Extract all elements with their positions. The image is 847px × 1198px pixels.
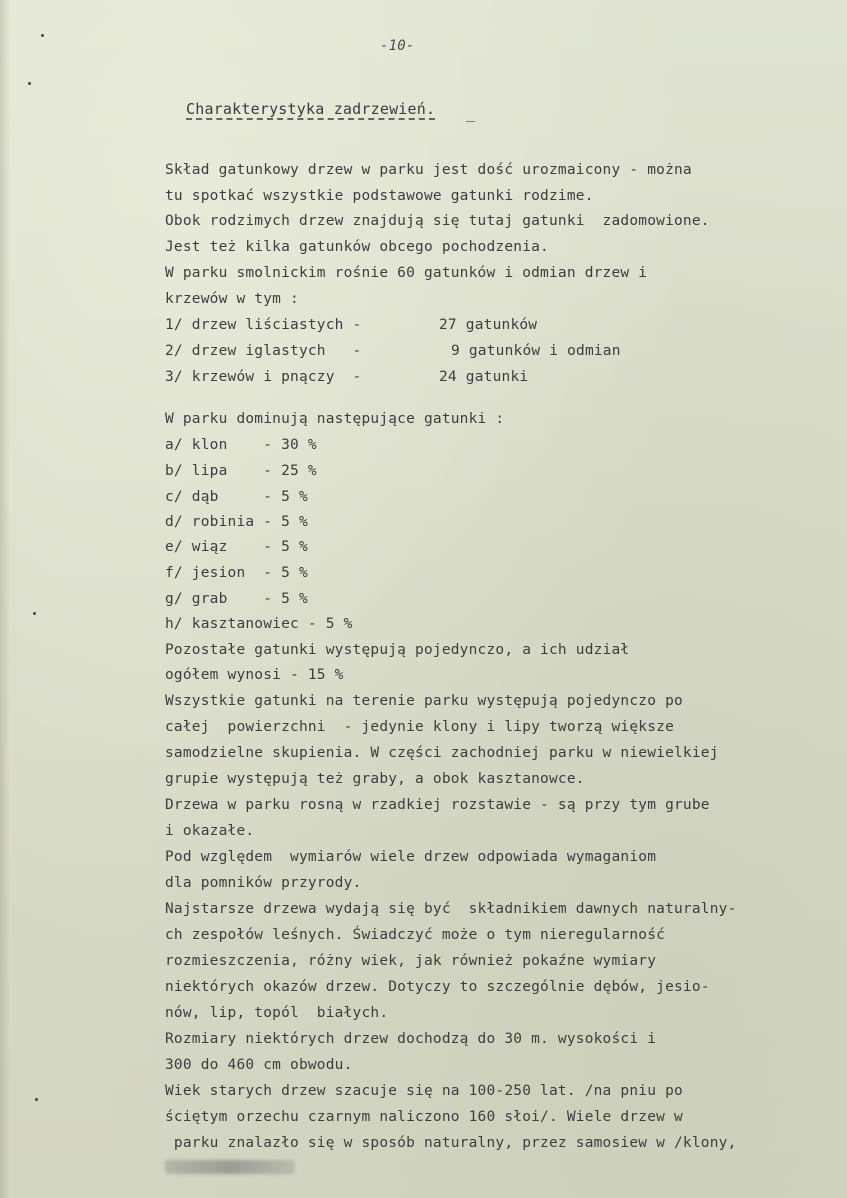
text-line: Wszystkie gatunki na terenie parku występują pojedynczo po xyxy=(165,693,683,709)
text-line: ściętym orzechu czarnym naliczono 160 słoi/. Wiele drzew w xyxy=(165,1109,683,1125)
category-count: 27 gatunków xyxy=(439,317,538,333)
title-trailing-dash: _ xyxy=(466,104,476,122)
text-line: samodzielne skupienia. W części zachodniej parku w niewielkiej xyxy=(165,745,719,761)
text-line: Obok rodzimych drzew znajdują się tutaj gatunki zadomowione. xyxy=(165,213,710,229)
text-line: tu spotkać wszystkie podstawowe gatunki rodzime. xyxy=(165,188,594,204)
text-line: Najstarsze drzewa wydają się być składnikiem dawnych naturalny- xyxy=(165,901,737,917)
text-line: Jest też kilka gatunków obcego pochodzenia. xyxy=(165,239,549,255)
text-line: ogółem wynosi - 15 % xyxy=(165,667,344,683)
text-line: nów, lip, topól białych. xyxy=(165,1005,389,1021)
species-item: f/ jesion - 5 % xyxy=(165,565,308,581)
margin-dot xyxy=(33,612,36,615)
category-label: 3/ krzewów i pnączy - xyxy=(165,369,362,385)
text-line: i okazałe. xyxy=(165,823,255,839)
text-line: 300 do 460 cm obwodu. xyxy=(165,1057,353,1073)
species-item: h/ kasztanowiec - 5 % xyxy=(165,616,353,632)
text-line: Skład gatunkowy drzew w parku jest dość urozmaicony - można xyxy=(165,162,692,178)
text-line: W parku smolnickim rośnie 60 gatunków i odmian drzew i xyxy=(165,265,648,281)
species-item: g/ grab - 5 % xyxy=(165,591,308,607)
species-item: a/ klon - 30 % xyxy=(165,437,317,453)
text-line: Rozmiary niektórych drzew dochodzą do 30 m. wysokości i xyxy=(165,1031,657,1047)
margin-dot xyxy=(28,82,31,85)
species-item: c/ dąb - 5 % xyxy=(165,489,308,505)
margin-dot xyxy=(35,1098,38,1101)
text-line: Wiek starych drzew szacuje się na 100-250 lat. /na pniu po xyxy=(165,1083,683,1099)
text-line: krzewów w tym : xyxy=(165,291,299,307)
margin-dot xyxy=(41,34,44,37)
scan-edge-shadow xyxy=(0,0,10,1198)
category-count: 9 gatunków i odmian xyxy=(451,343,621,359)
category-label: 1/ drzew liściastych - xyxy=(165,317,362,333)
category-count: 24 gatunki xyxy=(439,369,529,385)
text-line: całej powierzchni - jedynie klony i lipy tworzą większe xyxy=(165,719,674,735)
text-line: Drzewa w parku rosną w rzadkiej rozstawie - są przy tym grube xyxy=(165,797,710,813)
text-line: W parku dominują następujące gatunki : xyxy=(165,411,505,427)
text-line: Pozostałe gatunki występują pojedynczo, a ich udział xyxy=(165,642,630,658)
faded-text-fragment xyxy=(165,1160,295,1174)
species-item: e/ wiąz - 5 % xyxy=(165,539,308,555)
page-number: -10- xyxy=(380,38,415,54)
text-line: niektórych okazów drzew. Dotyczy to szczególnie dębów, jesio- xyxy=(165,979,710,995)
section-title: Charakterystyka zadrzewień. xyxy=(186,100,436,118)
text-line: rozmieszczenia, różny wiek, jak również pokaźne wymiary xyxy=(165,953,657,969)
category-label: 2/ drzew iglastych - xyxy=(165,343,362,359)
text-line: ch zespołów leśnych. Świadczyć może o tym nieregularność xyxy=(165,927,666,943)
species-item: b/ lipa - 25 % xyxy=(165,463,317,479)
species-item: d/ robinia - 5 % xyxy=(165,514,308,530)
text-line: parku znalazło się w sposób naturalny, przez samosiew w /klony, xyxy=(165,1135,737,1151)
text-line: grupie występują też graby, a obok kasztanowce. xyxy=(165,771,585,787)
text-line: dla pomników przyrody. xyxy=(165,875,362,891)
text-line: Pod względem wymiarów wiele drzew odpowiada wymaganiom xyxy=(165,849,657,865)
